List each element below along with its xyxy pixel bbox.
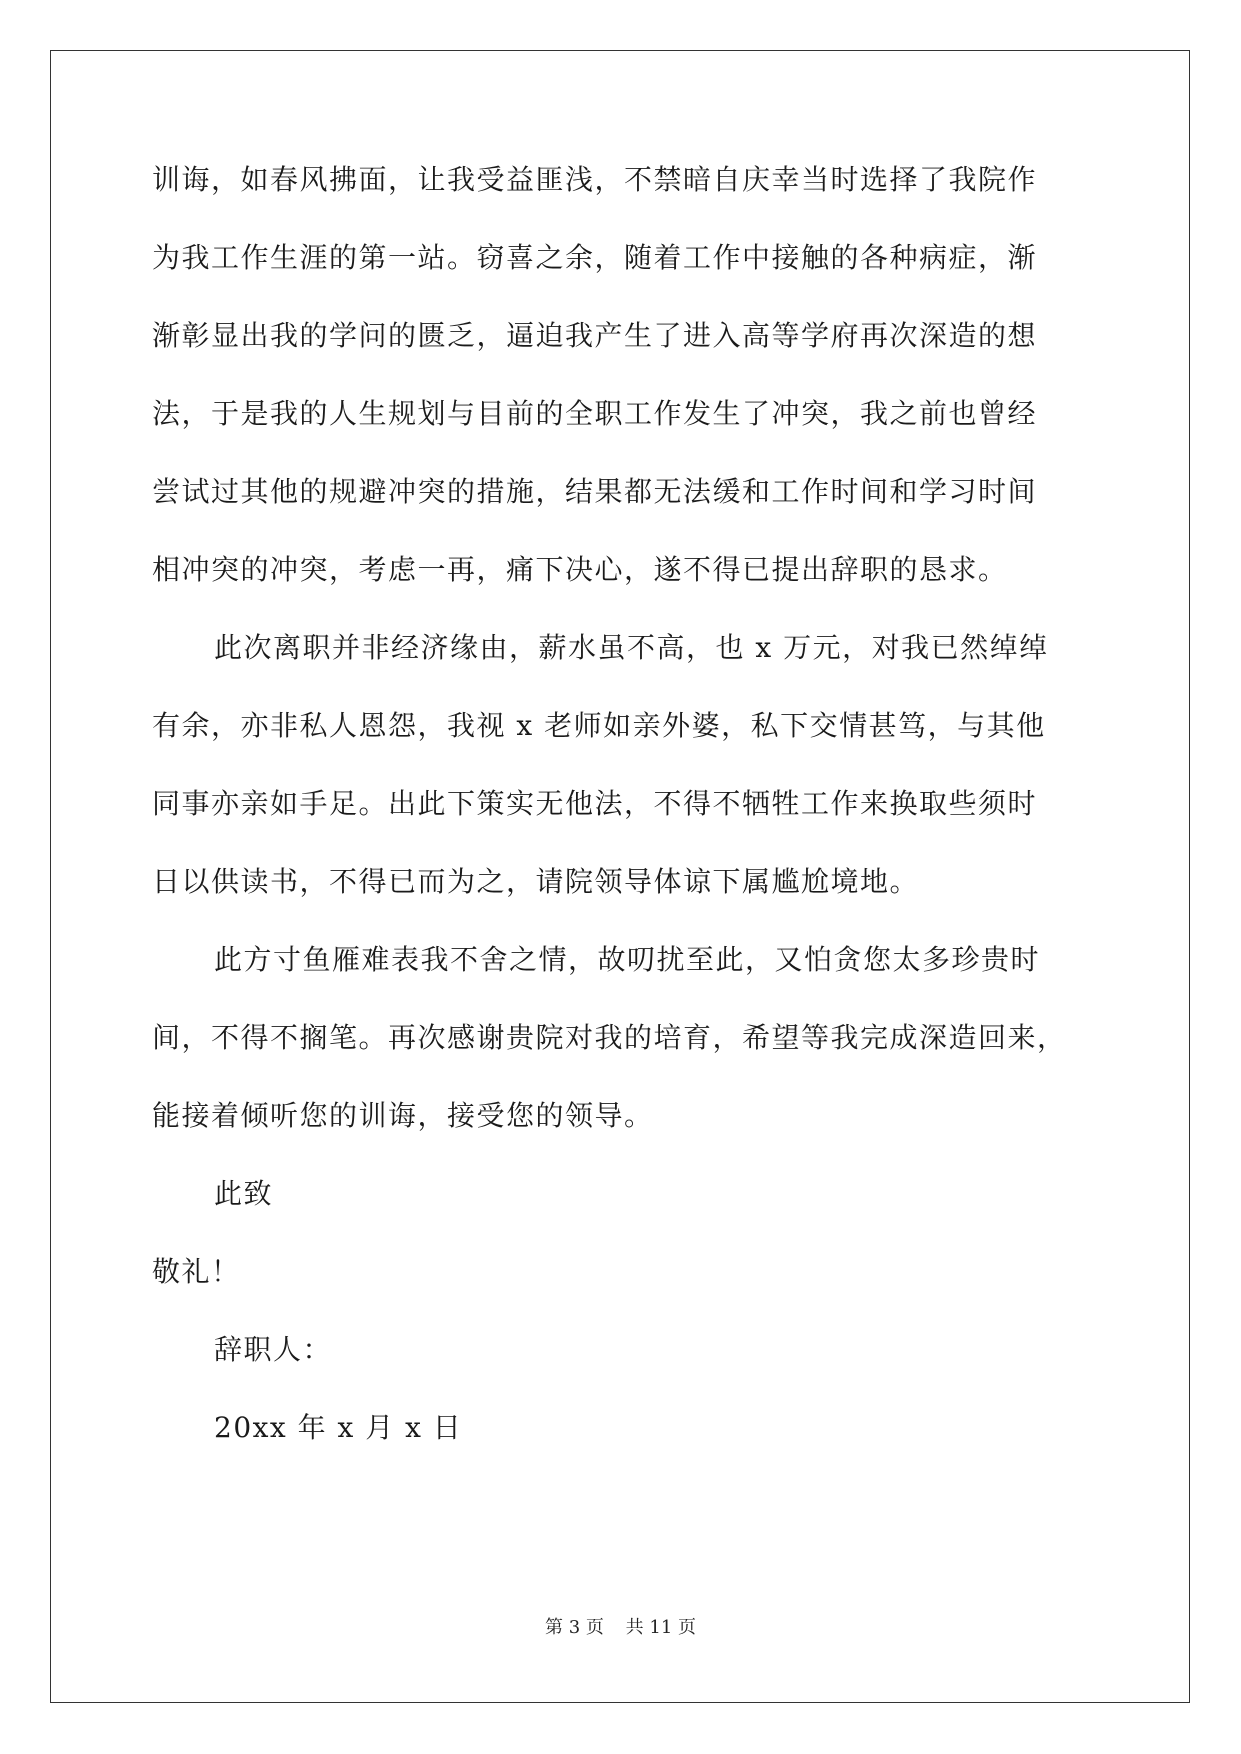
body-line: 渐彰显出我的学问的匮乏，逼迫我产生了进入高等学府再次深造的想 bbox=[152, 319, 1038, 352]
body-line: 有余，亦非私人恩怨，我视 x 老师如亲外婆，私下交情甚笃，与其他 bbox=[152, 709, 1046, 742]
page-footer bbox=[0, 1616, 1241, 1640]
signer-label: 辞职人： bbox=[214, 1333, 333, 1366]
body-line: 相冲突的冲突，考虑一再，痛下决心，遂不得已提出辞职的恳求。 bbox=[152, 553, 1008, 586]
letter-date: 20xx 年 x 月 x 日 bbox=[214, 1411, 463, 1444]
body-line: 法，于是我的人生规划与目前的全职工作发生了冲突，我之前也曾经 bbox=[152, 397, 1038, 430]
page-total: 共 11 页 bbox=[625, 1617, 696, 1638]
body-line: 为我工作生涯的第一站。窃喜之余，随着工作中接触的各种病症，渐 bbox=[152, 241, 1038, 274]
body-line: 此方寸鱼雁难表我不舍之情，故叨扰至此，又怕贪您太多珍贵时 bbox=[214, 943, 1041, 976]
body-line: 尝试过其他的规避冲突的措施，结果都无法缓和工作时间和学习时间 bbox=[152, 475, 1038, 508]
body-line: 同事亦亲如手足。出此下策实无他法，不得不牺牲工作来换取些须时 bbox=[152, 787, 1038, 820]
body-line: 能接着倾听您的训诲，接受您的领导。 bbox=[152, 1099, 654, 1132]
body-line: 此次离职并非经济缘由，薪水虽不高，也 x 万元，对我已然绰绰 bbox=[214, 631, 1049, 664]
body-line: 训诲，如春风拂面，让我受益匪浅，不禁暗自庆幸当时选择了我院作 bbox=[152, 163, 1038, 196]
page-number: 第 3 页 bbox=[545, 1617, 604, 1638]
closing-salute: 敬礼！ bbox=[152, 1255, 241, 1288]
letter-body bbox=[152, 160, 1092, 1486]
body-line: 间，不得不搁笔。再次感谢贵院对我的培育，希望等我完成深造回来， bbox=[152, 1021, 1067, 1054]
closing-greeting: 此致 bbox=[214, 1177, 274, 1210]
body-line: 日以供读书，不得已而为之，请院领导体谅下属尴尬境地。 bbox=[152, 865, 920, 898]
